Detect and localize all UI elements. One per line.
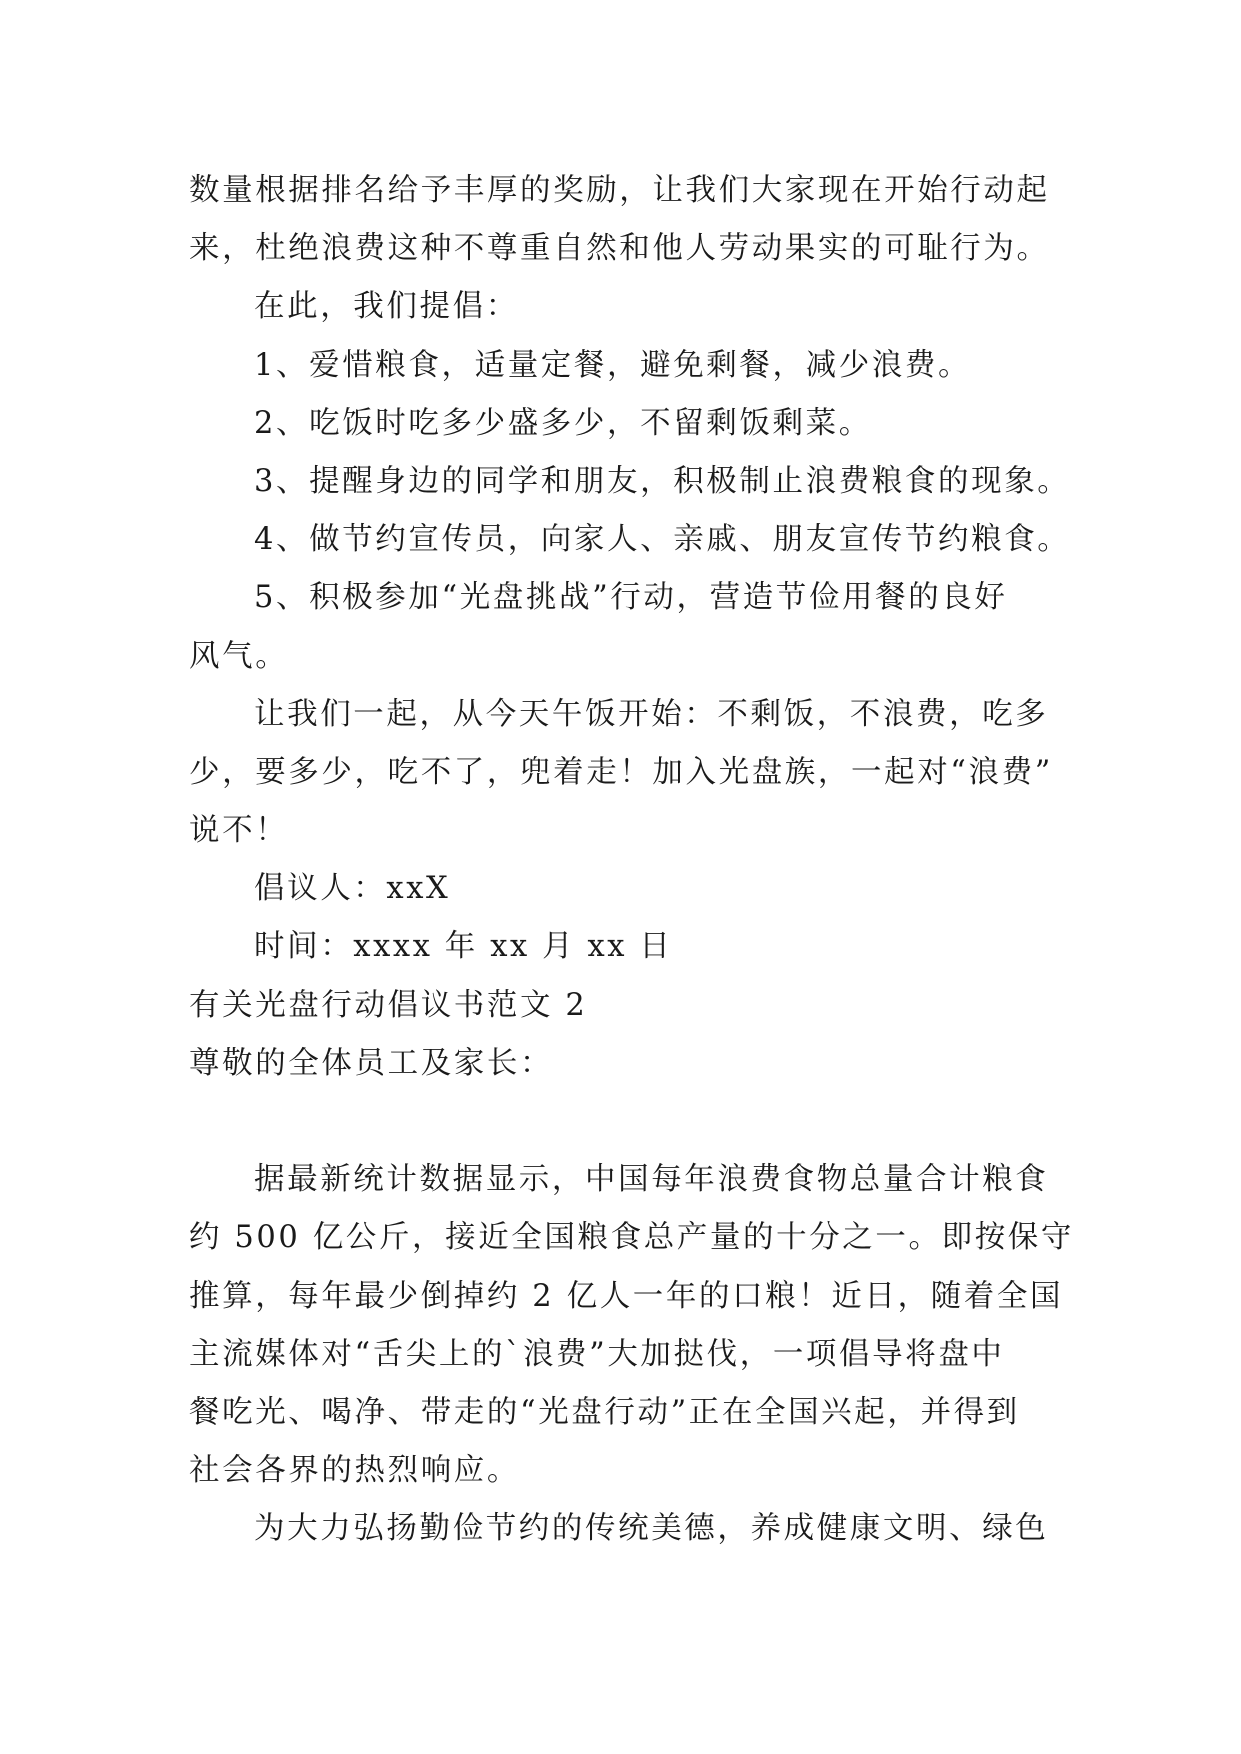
- paragraph-line: 在此，我们提倡：: [254, 289, 519, 325]
- section-heading: 有关光盘行动倡议书范文 2: [189, 987, 588, 1023]
- list-item: 4、做节约宣传员，向家人、亲戚、朋友宣传节约粮食。: [254, 522, 1071, 558]
- signature-line: 倡议人：xxX: [254, 871, 451, 907]
- paragraph-line: 餐吃光、喝净、带走的“光盘行动”正在全国兴起，并得到: [189, 1394, 1020, 1430]
- paragraph-line: 约 500 亿公斤，接近全国粮食总产量的十分之一。即按保守: [189, 1220, 1075, 1256]
- document-body: [189, 162, 1075, 1559]
- list-item: 2、吃饭时吃多少盛多少，不留剩饭剩菜。: [254, 405, 872, 441]
- paragraph-line: 风气。: [189, 638, 289, 674]
- salutation: 尊敬的全体员工及家长：: [189, 1045, 554, 1081]
- paragraph-line: 来，杜绝浪费这种不尊重自然和他人劳动果实的可耻行为。: [189, 231, 1050, 267]
- list-item: 3、提醒身边的同学和朋友，积极制止浪费粮食的现象。: [254, 463, 1071, 499]
- paragraph-line: 少，要多少，吃不了，兜着走！加入光盘族，一起对“浪费”: [189, 754, 1053, 790]
- paragraph-line: 社会各界的热烈响应。: [189, 1453, 520, 1489]
- list-item: 5、积极参加“光盘挑战”行动，营造节俭用餐的良好: [254, 580, 1008, 616]
- paragraph-line: 为大力弘扬勤俭节约的传统美德，养成健康文明、绿色: [254, 1511, 1049, 1547]
- list-item: 1、爱惜粮食，适量定餐，避免剩餐，减少浪费。: [254, 347, 972, 383]
- paragraph-line: 主流媒体对“舌尖上的`浪费”大加挞伐，一项倡导将盘中: [189, 1336, 1005, 1372]
- paragraph-line: 说不！: [189, 813, 289, 849]
- paragraph-line: 数量根据排名给予丰厚的奖励，让我们大家现在开始行动起: [189, 173, 1050, 208]
- paragraph-line: 推算，每年最少倒掉约 2 亿人一年的口粮！近日，随着全国: [189, 1278, 1064, 1314]
- paragraph-line: 据最新统计数据显示，中国每年浪费食物总量合计粮食: [254, 1162, 1049, 1198]
- paragraph-line: 让我们一起，从今天午饭开始：不剩饭，不浪费，吃多: [254, 696, 1049, 732]
- blank-line: [189, 1093, 1059, 1151]
- date-line: 时间：xxxx 年 xx 月 xx 日: [254, 929, 673, 965]
